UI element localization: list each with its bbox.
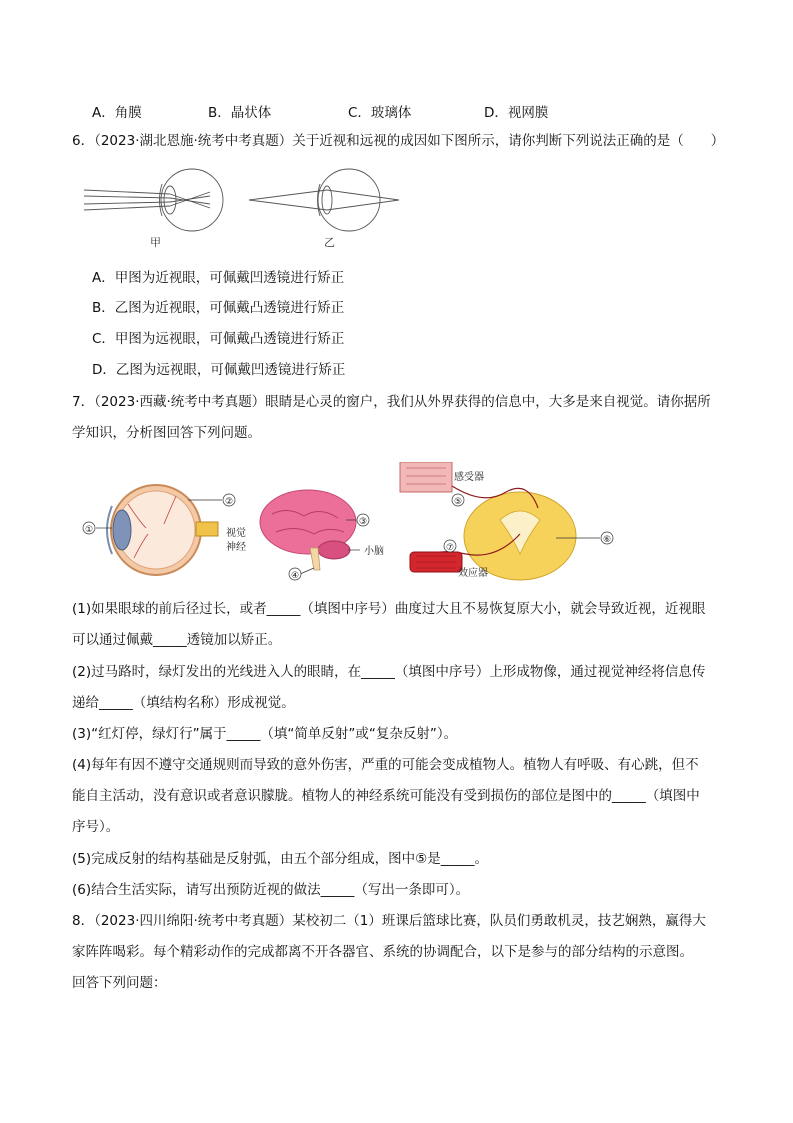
q7-stem-line2: 学知识，分析图回答下列问题。 (72, 425, 261, 441)
q7-stem-line1: 7．（2023·西藏·统考中考真题）眼睛是心灵的窗户，我们从外界获得的信息中，大多是来自视觉。请你据所 (72, 394, 711, 410)
q8-line2: 家阵阵喝彩。每个精彩动作的完成都离不开各器官、系统的协调配合，以下是参与的部分结构的示意图。 (72, 944, 693, 960)
fig-num-1: ① (84, 525, 94, 535)
q5-option-b: B．晶状体 (208, 105, 272, 121)
q7-sub1-line2: 可以通过佩戴_____透镜加以矫正。 (72, 632, 282, 648)
label-cerebellum: 小脑 (364, 546, 384, 557)
fig-num-5: ⑤ (453, 497, 463, 507)
q7-sub6: (6)结合生活实际，请写出预防近视的做法_____（写出一条即可）。 (72, 882, 470, 898)
q7-sub3: (3)“红灯停，绿灯行”属于_____（填“简单反射”或“复杂反射”）。 (72, 726, 458, 742)
q7-sub2-line2: 递给_____（填结构名称）形成视觉。 (72, 695, 295, 711)
fig-label-yi: 乙 (324, 236, 335, 249)
q7-sub4-line2: 能自主活动，没有意识或者意识朦胧。植物人的神经系统可能没有受到损伤的部位是图中的_____（填图中 (72, 788, 700, 804)
reflex-arc-diagram (400, 462, 576, 580)
q8-line3: 回答下列问题： (72, 975, 167, 991)
label-effector: 效应器 (458, 568, 488, 579)
q5-option-d: D．视网膜 (484, 105, 549, 121)
label-visual-nerve-1: 视觉 (226, 528, 246, 539)
q6-option-c: C．甲图为远视眼，可佩戴凸透镜进行矫正 (92, 331, 345, 347)
q7-sub2-line1: (2)过马路时，绿灯发出的光线进入人的眼睛，在_____（填图中序号）上形成物像，通过视觉神经将信息传 (72, 664, 706, 680)
q5-option-a: A．角膜 (92, 105, 142, 121)
q8-line1: 8．（2023·四川绵阳·统考中考真题）某校初二（1）班课后篮球比赛，队员们勇敢机灵，技艺娴熟，赢得大 (72, 913, 706, 929)
brain-diagram (260, 490, 356, 570)
fig-num-3: ③ (358, 517, 368, 527)
q7-sub1-line1: (1)如果眼球的前后径过长，或者_____（填图中序号）曲度过大且不易恢复原大小，就会导致近视，近视眼 (72, 601, 706, 617)
label-visual-nerve-2: 神经 (226, 542, 246, 553)
fig-num-4: ④ (290, 571, 300, 581)
fig-label-jia: 甲 (150, 236, 161, 249)
fig-num-7: ⑦ (445, 543, 455, 553)
fig-num-6: ⑥ (602, 535, 612, 545)
label-receptor: 感受器 (454, 472, 484, 483)
q7-sub4-line1: (4)每年有因不遵守交通规则而导致的意外伤害，严重的可能会变成植物人。植物人有呼吸、有心跳，但不 (72, 757, 699, 773)
eyeball-diagram (107, 485, 218, 575)
eye-jia-diagram (84, 169, 223, 231)
q5-option-c: C．玻璃体 (348, 105, 412, 121)
q6-stem: 6．（2023·湖北恩施·统考中考真题）关于近视和远视的成因如下图所示，请你判断下列说法正确的是（ ） (72, 133, 725, 149)
eye-yi-diagram (249, 169, 399, 231)
q6-option-a: A．甲图为近视眼，可佩戴凹透镜进行矫正 (92, 270, 345, 286)
q7-figure (76, 462, 626, 588)
q6-option-b: B．乙图为近视眼，可佩戴凸透镜进行矫正 (92, 300, 345, 316)
q7-sub5: (5)完成反射的结构基础是反射弧，由五个部分组成，图中⑤是_____。 (72, 851, 488, 867)
q6-eye-figure (84, 160, 414, 252)
q6-option-d: D．乙图为远视眼，可佩戴凹透镜进行矫正 (92, 362, 346, 378)
fig-num-2: ② (224, 497, 234, 507)
q7-sub4-line3: 序号）。 (72, 819, 120, 835)
